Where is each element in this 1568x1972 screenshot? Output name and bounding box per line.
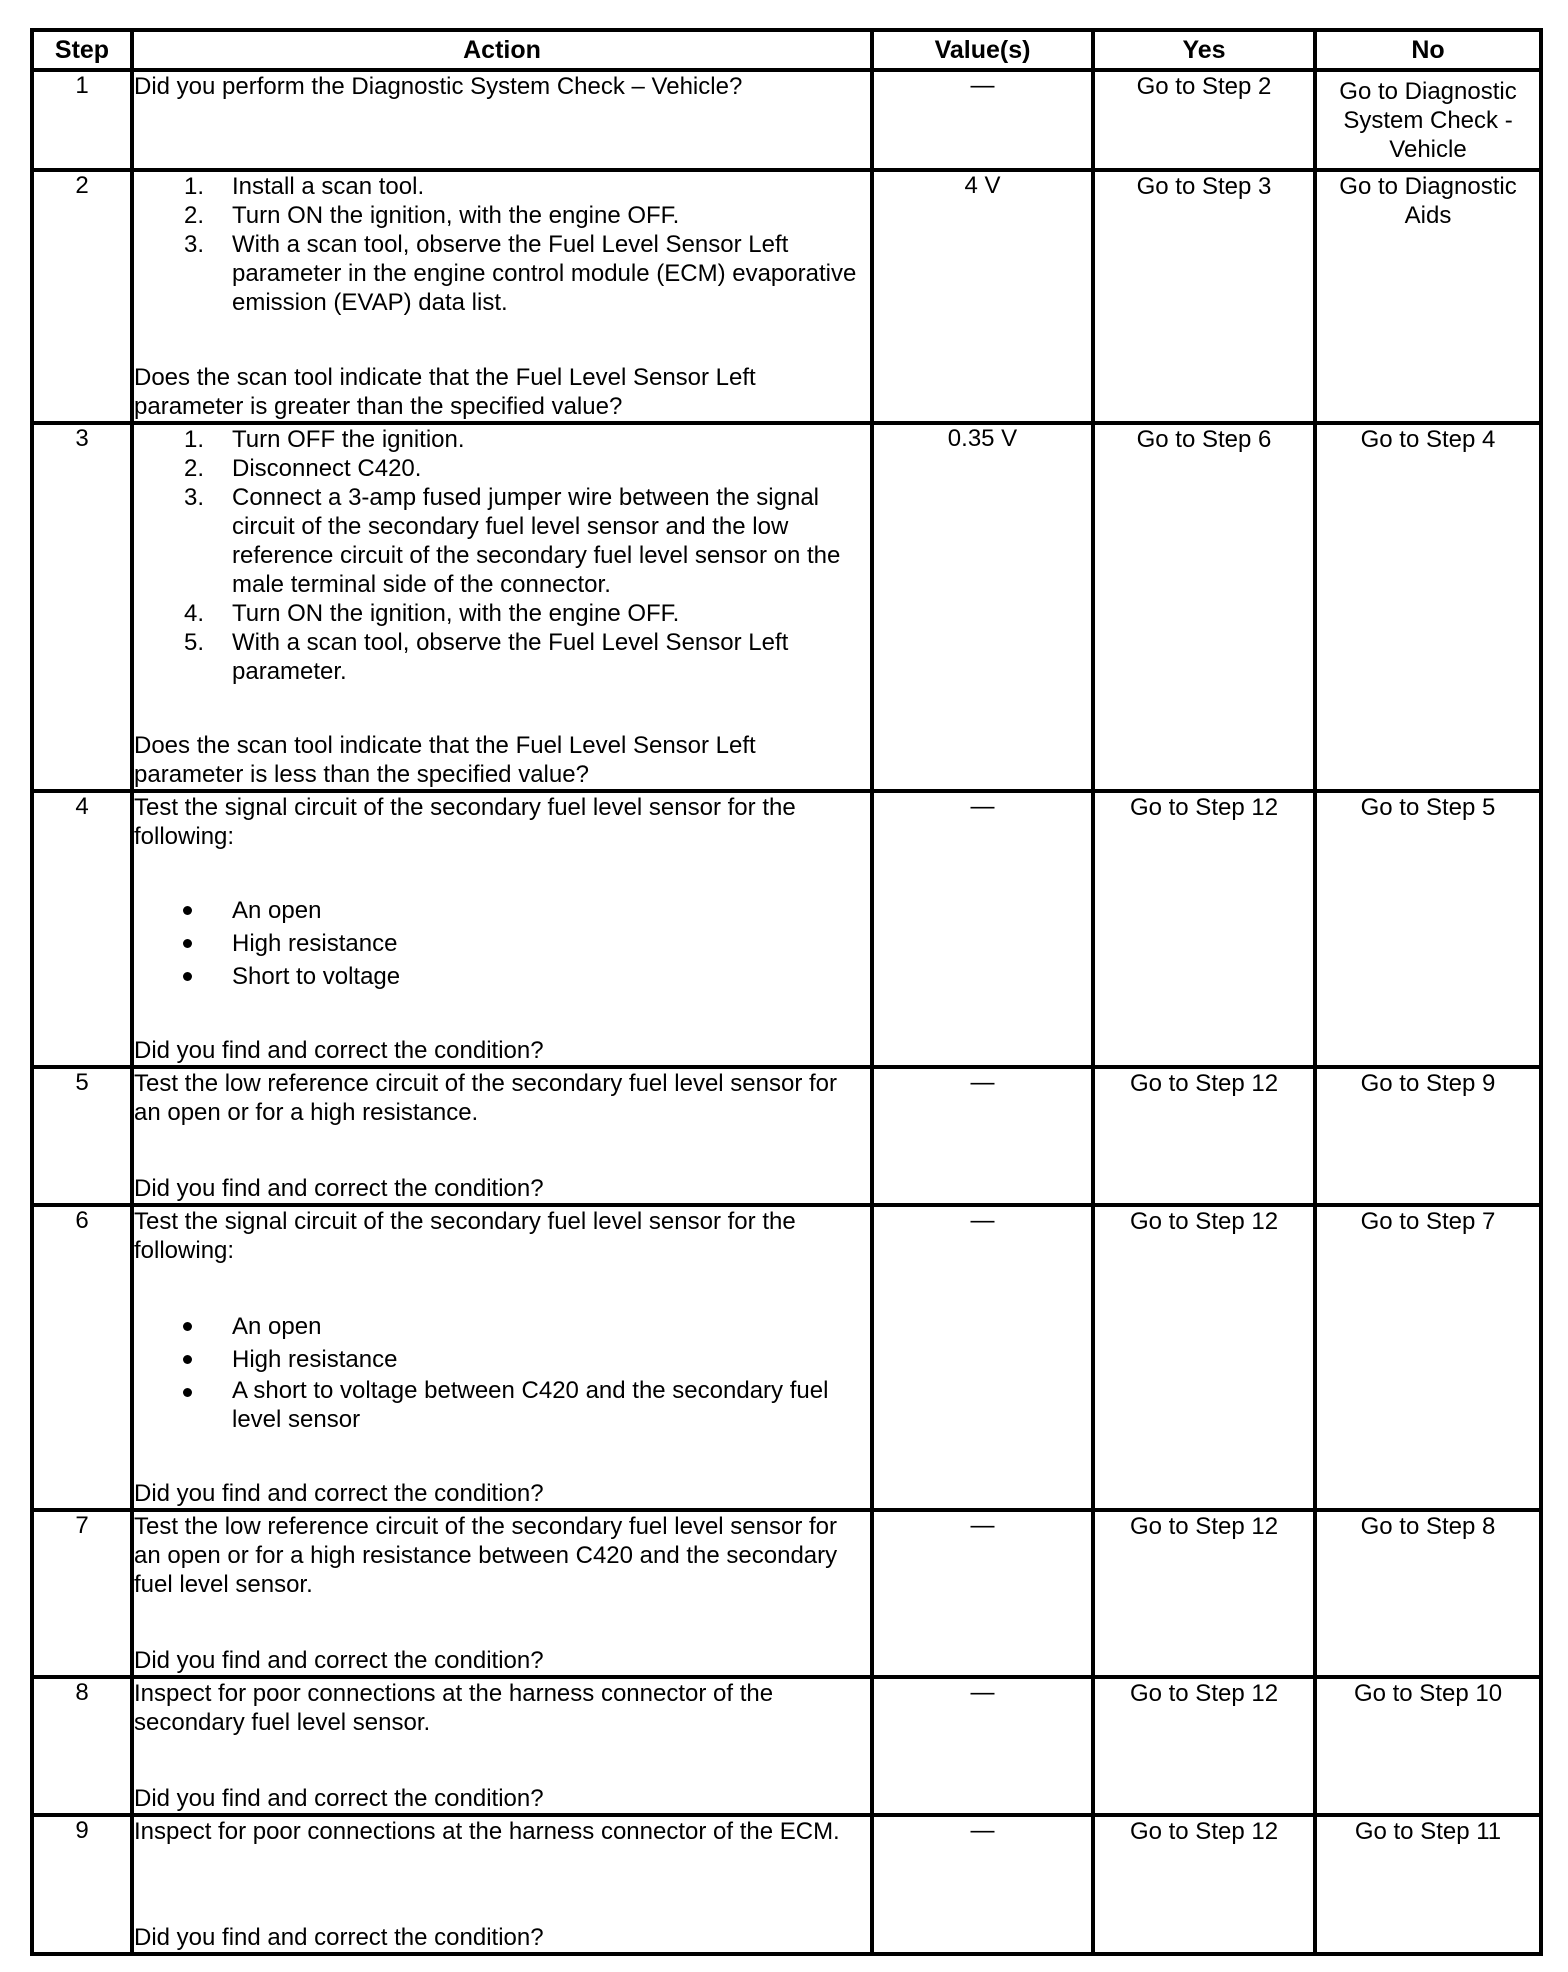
value-cell: 4 V (872, 170, 1093, 423)
value-cell: — (872, 1815, 1093, 1954)
action-cell (132, 1205, 872, 1510)
step-number: 1 (32, 70, 132, 170)
bullet-list (134, 894, 870, 993)
list-item: An open (134, 1310, 870, 1343)
action-intro: Inspect for poor connections at the harness connector of the ECM. (134, 1818, 840, 1845)
table-row (32, 70, 1541, 170)
numbered-list (134, 172, 870, 317)
header-step: Step (32, 30, 132, 70)
bullet-icon (134, 927, 232, 960)
action-intro: Test the low reference circuit of the secondary fuel level sensor for an open or for a high resistance between C420 and the secondary fuel level sensor. (134, 1513, 838, 1598)
header-action: Action (132, 30, 872, 70)
value-cell: — (872, 1205, 1093, 1510)
list-item: 5. With a scan tool, observe the Fuel Level Sensor Left parameter. (183, 629, 789, 685)
action-cell (132, 1677, 872, 1815)
step-number: 6 (32, 1205, 132, 1510)
yes-link[interactable]: Go to Step 12 (1093, 1677, 1315, 1815)
value-cell: — (872, 1677, 1093, 1815)
action-cell (132, 791, 872, 1067)
action-question: Did you find and correct the condition? (134, 1037, 544, 1064)
header-yes: Yes (1093, 30, 1315, 70)
action-cell (132, 70, 872, 170)
step-number: 7 (32, 1510, 132, 1677)
value-cell: — (872, 791, 1093, 1067)
no-link[interactable]: Go to Step 9 (1315, 1067, 1541, 1205)
no-link[interactable]: Go to Diagnostic Aids (1315, 170, 1541, 423)
list-item: 2. Turn ON the ignition, with the engine OFF. (183, 202, 680, 229)
table-row (32, 423, 1541, 791)
list-item: High resistance (134, 1343, 870, 1376)
value-cell: — (872, 1067, 1093, 1205)
table-row (32, 1205, 1541, 1510)
step-number: 2 (32, 170, 132, 423)
action-cell (132, 170, 872, 423)
action-question: Did you find and correct the condition? (134, 1785, 544, 1812)
table-row (32, 1815, 1541, 1954)
yes-link[interactable]: Go to Step 12 (1093, 1815, 1315, 1954)
no-link[interactable]: Go to Diagnostic System Check - Vehicle (1315, 70, 1541, 170)
list-item: 1. Turn OFF the ignition. (183, 426, 465, 453)
yes-link[interactable]: Go to Step 12 (1093, 791, 1315, 1067)
action-intro: Test the low reference circuit of the secondary fuel level sensor for an open or for a high resistance. (134, 1070, 838, 1126)
action-question: Did you find and correct the condition? (134, 1924, 544, 1951)
table-row (32, 1067, 1541, 1205)
action-question: Did you find and correct the condition? (134, 1480, 544, 1507)
no-link[interactable]: Go to Step 10 (1315, 1677, 1541, 1815)
no-link[interactable]: Go to Step 4 (1315, 423, 1541, 791)
action-cell (132, 1067, 872, 1205)
yes-link[interactable]: Go to Step 12 (1093, 1067, 1315, 1205)
no-link[interactable]: Go to Step 11 (1315, 1815, 1541, 1954)
bullet-list (134, 1310, 870, 1434)
action-intro: Inspect for poor connections at the harness connector of the secondary fuel level sensor. (134, 1680, 774, 1736)
step-number: 3 (32, 423, 132, 791)
diagnostic-table (30, 28, 1543, 1956)
list-item: 2. Disconnect C420. (183, 455, 422, 482)
action-intro: Test the signal circuit of the secondary fuel level sensor for the following: (134, 1208, 796, 1264)
header-row (32, 30, 1541, 70)
step-number: 9 (32, 1815, 132, 1954)
value-cell: 0.35 V (872, 423, 1093, 791)
table-row (32, 1677, 1541, 1815)
table-row (32, 1510, 1541, 1677)
yes-link[interactable]: Go to Step 12 (1093, 1205, 1315, 1510)
no-link[interactable]: Go to Step 7 (1315, 1205, 1541, 1510)
no-link[interactable]: Go to Step 5 (1315, 791, 1541, 1067)
action-question: Does the scan tool indicate that the Fuel Level Sensor Left parameter is less than the specified value? (134, 732, 756, 788)
list-item: A short to voltage between C420 and the secondary fuel level sensor (134, 1376, 870, 1434)
bullet-icon (134, 1343, 232, 1376)
bullet-icon (134, 1310, 232, 1343)
list-item: 3. Connect a 3-amp fused jumper wire between the signal circuit of the secondary fuel level sensor and the low reference circuit of the secondary fuel level sensor on the male terminal side of the connector. (183, 484, 841, 598)
action-cell (132, 1510, 872, 1677)
list-item: An open (134, 894, 870, 927)
bullet-icon (134, 960, 232, 993)
list-item: 3. With a scan tool, observe the Fuel Level Sensor Left parameter in the engine control module (ECM) evaporative emission (EVAP) data list. (183, 231, 857, 316)
bullet-icon (134, 894, 232, 927)
yes-link[interactable]: Go to Step 12 (1093, 1510, 1315, 1677)
numbered-list (134, 425, 870, 686)
list-item: 4. Turn ON the ignition, with the engine OFF. (183, 600, 680, 627)
action-intro: Test the signal circuit of the secondary fuel level sensor for the following: (134, 794, 796, 850)
header-no: No (1315, 30, 1541, 70)
no-link[interactable]: Go to Step 8 (1315, 1510, 1541, 1677)
header-values: Value(s) (872, 30, 1093, 70)
bullet-icon (134, 1376, 232, 1434)
value-cell: — (872, 70, 1093, 170)
step-number: 5 (32, 1067, 132, 1205)
action-question: Does the scan tool indicate that the Fuel Level Sensor Left parameter is greater than the specified value? (134, 364, 756, 420)
value-cell: — (872, 1510, 1093, 1677)
action-cell (132, 1815, 872, 1954)
yes-link[interactable]: Go to Step 2 (1093, 70, 1315, 170)
action-cell (132, 423, 872, 791)
action-question: Did you perform the Diagnostic System Check – Vehicle? (134, 73, 743, 100)
action-question: Did you find and correct the condition? (134, 1647, 544, 1674)
step-number: 4 (32, 791, 132, 1067)
list-item: 1. Install a scan tool. (183, 173, 425, 200)
table-row (32, 170, 1541, 423)
step-number: 8 (32, 1677, 132, 1815)
table-row (32, 791, 1541, 1067)
action-question: Did you find and correct the condition? (134, 1175, 544, 1202)
yes-link[interactable]: Go to Step 3 (1093, 170, 1315, 423)
yes-link[interactable]: Go to Step 6 (1093, 423, 1315, 791)
list-item: Short to voltage (134, 960, 870, 993)
list-item: High resistance (134, 927, 870, 960)
